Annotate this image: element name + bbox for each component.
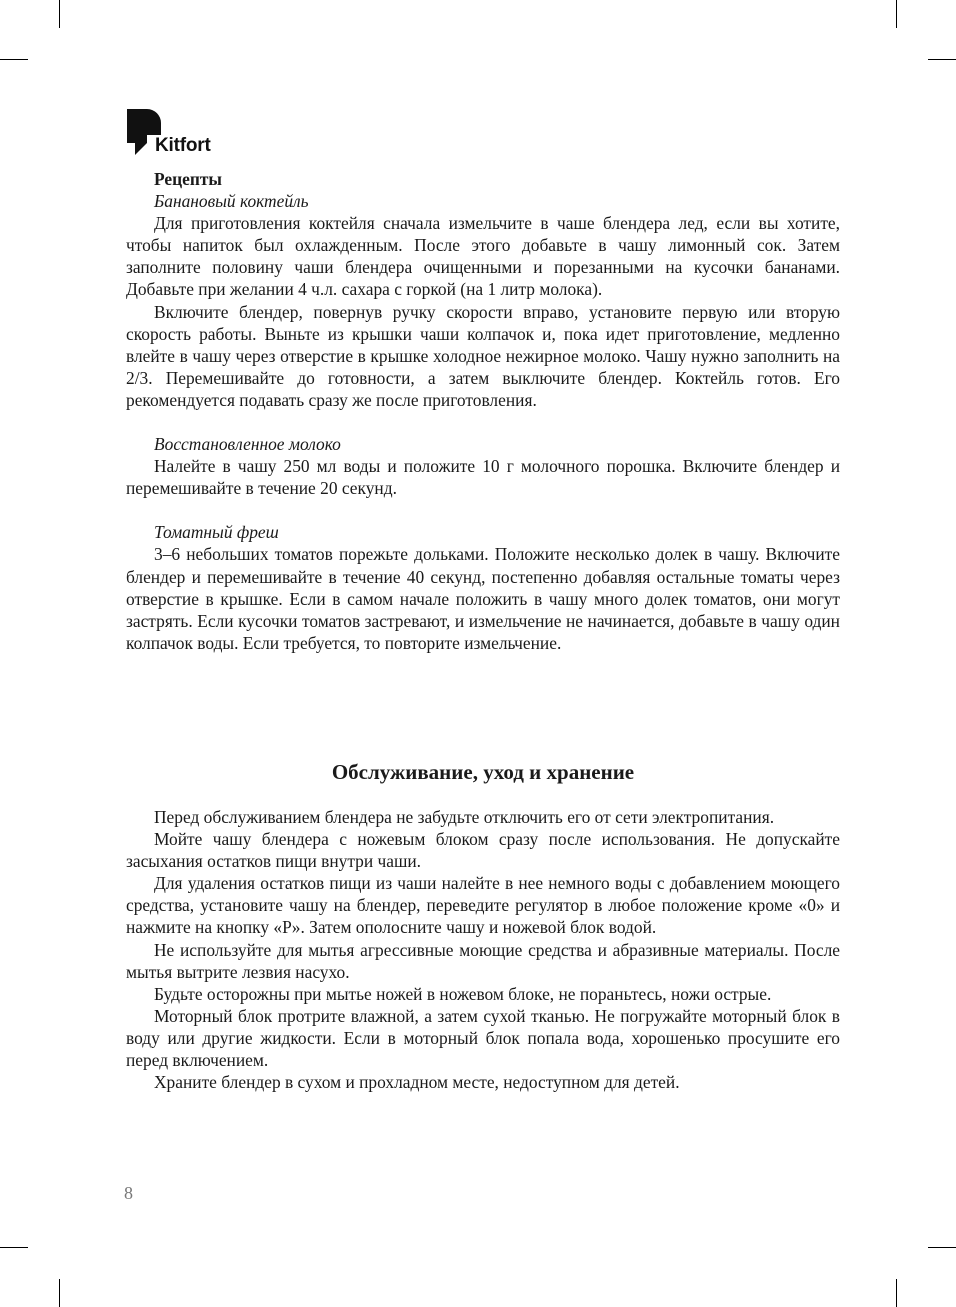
crop-mark [896, 1279, 897, 1307]
paragraph: Моторный блок протрите влажной, а затем сухой тканью. Не погружайте моторный блок в воду или другие жидкости. Если в моторный блок попала вода, хорошенько просушите его перед включением. [126, 1005, 840, 1071]
paragraph: Перед обслуживанием блендера не забудьте отключить его от сети электропитания. [154, 807, 775, 827]
paragraph: Будьте осторожны при мытье ножей в ножевом блоке, не пораньтесь, ножи острые. [154, 983, 772, 1004]
crop-mark [928, 1247, 956, 1248]
paragraph: Для приготовления коктейля сначала измельчите в чаше блендера лед, если вы хотите, чтобы напиток был охлажденным. После этого добавьте в чашу лимонный сок. Затем заполните половину чаши блендера очищенными и порезанными на кусочки бананами. Добавьте при желании 4 ч.л. сахара с горкой (на 1 литр молока). [126, 213, 840, 300]
recipes-section [126, 168, 840, 654]
crop-mark [0, 59, 28, 60]
paragraph: 3–6 небольших томатов порежьте дольками. Положите несколько долек в чашу. Включите блендер и перемешивайте в течение 40 секунд, постепенно добавляя остальные томаты через отверстие в крышке. Если в самом начале положить в чашу много долек томатов, они могут застрять. Если кусочки томатов застревают, и измельчение не начинается, добавьте в чашу один колпачок воды. Если требуется, то повторите измельчение. [126, 544, 840, 653]
paragraph: Мойте чашу блендера с ножевым блоком сразу после использования. Не допускайте засыхания остатков пищи внутри чаши. [126, 829, 840, 872]
brand-name: Kitfort [155, 135, 211, 156]
care-section [126, 806, 840, 1093]
paragraph: Включите блендер, повернув ручку скорости вправо, установите первую или вторую скорость работы. Выньте из крышки чаши колпачок и, пока идет приготовление, медленно влейте в чашу через отверстие в крышке холодное нежирное молоко. Чашу нужно заполнить на 2/3. Перемешивайте до готовности, а затем выключите блендер. Коктейль готов. Его рекомендуется подавать сразу же после приготовления. [126, 301, 840, 410]
crop-mark [59, 1279, 60, 1307]
page-number: 8 [124, 1183, 133, 1203]
recipes-heading: Рецепты [154, 169, 222, 189]
crop-mark [59, 0, 60, 28]
recipe-title-banana: Банановый коктейль [154, 191, 309, 212]
crop-mark [896, 0, 897, 28]
paragraph: Храните блендер в сухом и прохладном месте, недоступном для детей. [154, 1072, 680, 1093]
crop-mark [928, 59, 956, 60]
paragraph: Для удаления остатков пищи из чаши налейте в нее немного воды с добавлением моющего средства, установите чашу на блендер, переведите регулятор в любое положение кроме «0» и нажмите на кнопку «P». Затем ополосните чашу и ножевой блок водой. [126, 873, 840, 938]
recipe-title-tomato: Томатный фреш [154, 522, 279, 543]
section-title: Обслуживание, уход и хранение [331, 760, 635, 784]
paragraph: Налейте в чашу 250 мл воды и положите 10 г молочного порошка. Включите блендер и перемешивайте в течение 20 секунд. [126, 456, 840, 499]
recipe-title-milk: Восстановленное молоко [154, 434, 341, 455]
crop-mark [0, 1247, 28, 1248]
paragraph: Не используйте для мытья агрессивные моющие средства и абразивные материалы. После мытья вытрите лезвия насухо. [126, 939, 840, 982]
